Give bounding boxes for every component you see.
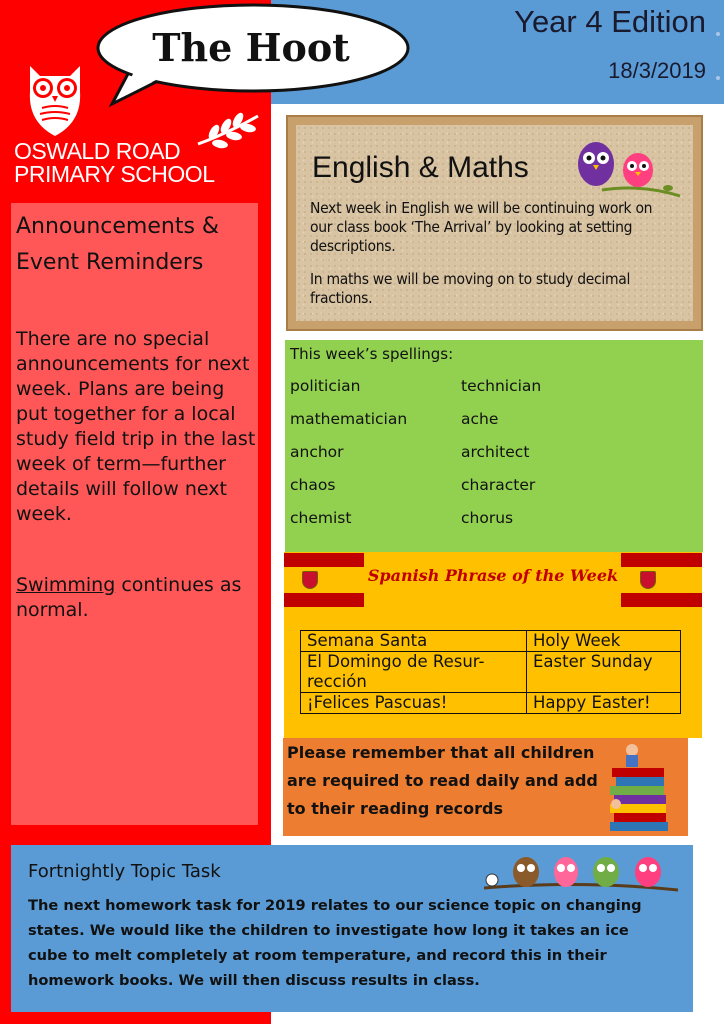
table-row [301,652,681,693]
spelling-word: politician [290,377,361,395]
spelling-word: architect [461,443,530,461]
spelling-word: anchor [290,443,344,461]
swimming-note [16,573,258,623]
phrase-english: Holy Week [527,631,681,652]
maths-paragraph: In maths we will be moving on to study decimal fractions. [310,270,631,307]
issue-date: 18/3/2019 [608,58,706,83]
spelling-word: chemist [290,509,352,527]
phrase-english: Easter Sunday [527,652,681,693]
spelling-word: technician [461,377,542,395]
newsletter-title: The Hoot [152,24,350,70]
spellings-title: This week’s spellings: [290,345,454,363]
phrase-spanish: Semana Santa [301,631,527,652]
flag-stripe-right-bottom [621,593,702,607]
table-row [301,693,681,714]
spain-crest-icon [302,571,318,589]
school-name-line2: PRIMARY SCHOOL [14,161,215,187]
spanish-title: Spanish Phrase of the Week [367,566,619,585]
school-name-line1: OSWALD ROAD [14,138,181,164]
spelling-word: character [461,476,536,494]
phrase-english: Happy Easter! [527,693,681,714]
announcements-body: There are no special announcements for next week. Plans are being put together for a local study field trip in the last week of term—further details will follow next week. [16,328,256,525]
decor-dot [716,32,720,36]
flag-stripe-right-top [621,553,702,567]
spelling-word: ache [461,410,499,428]
owl-row-icon [484,852,678,894]
announcements-panel [11,203,258,825]
books-stack-icon [604,740,674,836]
swimming-rest: continues as normal. [16,574,242,621]
phrase-spanish: El Domingo de Resur- rección [301,652,527,693]
topic-task-body: The next homework task for 2019 relates to our science topic on changing states. We would like the children to investigate how long it takes an ice cube to melt completely at room temperature, and record this in their homework books. We will then discuss results in class. [28,897,642,989]
spelling-word: chorus [461,509,514,527]
spanish-phrases-table [300,630,681,714]
flag-stripe-left-bottom [284,593,364,607]
spelling-word: mathematician [290,410,408,428]
reading-reminder: Please remember that all children are required to read daily and add to their reading records [287,743,598,818]
english-paragraph: Next week in English we will be continuing work on our class book ‘The Arrival’ by looking at setting descriptions. [310,199,653,255]
spain-crest-icon [640,571,656,589]
topic-task-title: Fortnightly Topic Task [28,861,221,882]
flag-stripe-left-top [284,553,364,567]
announcements-heading [16,209,256,281]
edition-label: Year 4 Edition [514,4,706,39]
announcements-heading-line1: Announcements & [16,214,220,239]
spelling-word: chaos [290,476,336,494]
owl-logo-icon [22,62,88,138]
phrase-spanish: ¡Felices Pascuas! [301,693,527,714]
announcements-heading-line2: Event Reminders [16,250,204,275]
owls-on-branch-icon [572,138,682,198]
decor-dot [716,76,720,80]
swimming-word: Swimming [16,574,116,596]
school-name [14,140,214,186]
table-row [301,631,681,652]
english-maths-title: English & Maths [312,151,529,184]
